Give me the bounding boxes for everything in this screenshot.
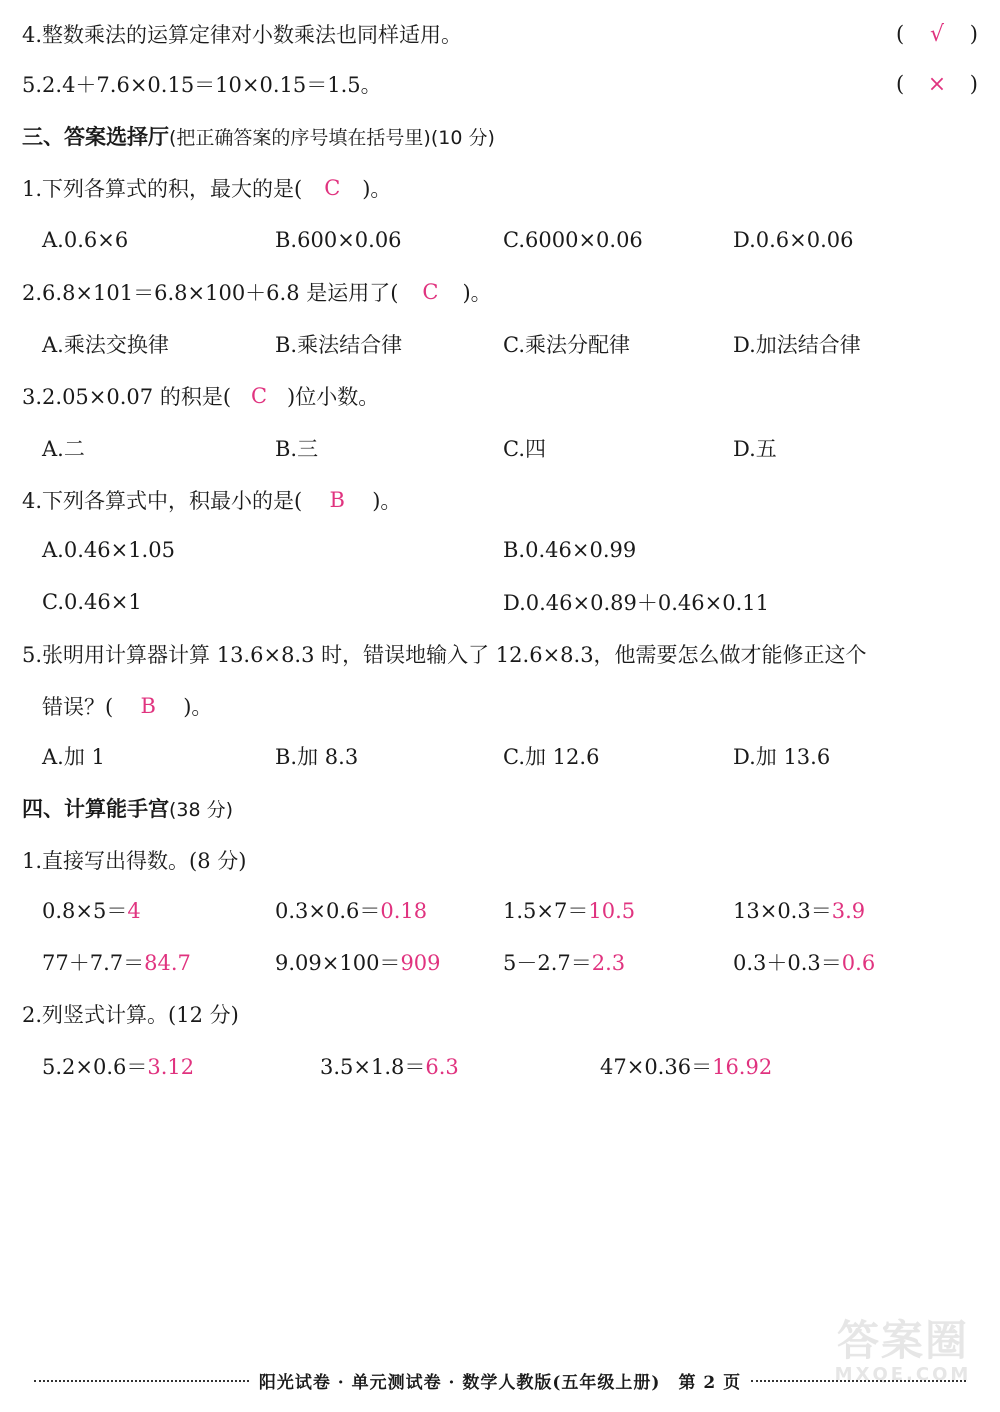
footer-dotted-rule-right (751, 1380, 966, 1382)
cross-mark-answer: × (927, 71, 947, 97)
mc-question-3: 3.2.05×0.07 的积是( C )位小数。 (22, 384, 380, 409)
footer-text: 阳光试卷 · 单元测试卷 · 数学人教版(五年级上册) 第 2 页 (258, 1372, 742, 1393)
answer-bracket: ( √ ) (896, 21, 978, 47)
option-c: C.加 12.6 (503, 745, 600, 769)
option-a: A.二 (42, 437, 85, 461)
option-c: C.乘法分配律 (503, 333, 630, 357)
mc-question-2: 2.6.8×101＝6.8×100＋6.8 是运用了( C )。 (22, 280, 492, 305)
answer-letter: B (140, 694, 156, 718)
option-b: B.乘法结合律 (275, 333, 403, 357)
mc-options-3 (22, 428, 978, 468)
mc-options-1 (22, 220, 978, 260)
option-a: A.乘法交换律 (42, 333, 169, 357)
page-footer (34, 1366, 966, 1394)
calc-question-2-title: 2.列竖式计算。(12 分) (22, 1003, 239, 1027)
oral-calc-item: 5－2.7＝2.3 (503, 951, 626, 975)
oral-calc-item: 13×0.3＝3.9 (733, 899, 866, 923)
footer-dotted-rule-left (34, 1380, 249, 1382)
option-b: B.加 8.3 (275, 745, 359, 769)
oral-calc-item: 0.8×5＝4 (42, 899, 141, 923)
oral-calc-item: 0.3×0.6＝0.18 (275, 899, 428, 923)
option-d: D.加 13.6 (733, 745, 831, 769)
answer-bracket: ( × ) (896, 71, 978, 97)
option-a: A.0.6×6 (42, 228, 129, 252)
check-mark-answer: √ (929, 21, 945, 47)
section-heading-4: 四、计算能手宫 (38 分) (22, 797, 234, 821)
mc-question-5: 5.张明用计算器计算 13.6×8.3 时，错误地输入了 12.6×8.3，他需要怎么做才能修正这个 (22, 643, 867, 667)
tf-question-4 (22, 14, 978, 54)
vertical-calc-item: 47×0.36＝16.92 (600, 1055, 773, 1079)
calc-question-1-title: 1.直接写出得数。(8 分) (22, 849, 247, 873)
oral-calc-item: 9.09×100＝909 (275, 951, 441, 975)
mc-question-4: 4.下列各算式中，积最小的是( B )。 (22, 488, 402, 513)
oral-calc-row-2 (22, 942, 978, 982)
answer-letter: C (422, 280, 439, 304)
option-d: D.五 (733, 437, 777, 461)
question-text: 5.2.4＋7.6×0.15＝10×0.15＝1.5。 (22, 73, 382, 97)
mc-question-5-cont: 错误？( B )。 (42, 694, 213, 719)
answer-letter: C (324, 176, 341, 200)
mc-question-1: 1.下列各算式的积，最大的是( C )。 (22, 176, 392, 201)
answer-letter: B (329, 488, 345, 512)
mc-options-4b (22, 582, 978, 622)
oral-calc-item: 0.3＋0.3＝0.6 (733, 951, 876, 975)
site-watermark: 答案圈 MXQE.COM (834, 1316, 972, 1385)
oral-calc-item: 77＋7.7＝84.7 (42, 951, 191, 975)
option-b: B.0.46×0.99 (503, 538, 637, 562)
option-c: C.0.46×1 (42, 590, 142, 614)
mc-options-4a (22, 530, 978, 570)
option-b: B.三 (275, 437, 319, 461)
answer-letter: C (250, 384, 268, 408)
vertical-calc-row (22, 1046, 978, 1086)
option-b: B.600×0.06 (275, 228, 402, 252)
oral-calc-row-1 (22, 890, 978, 930)
mc-options-5 (22, 736, 978, 776)
option-c: C.四 (503, 437, 546, 461)
option-d: D.加法结合律 (733, 333, 861, 357)
option-a: A.加 1 (42, 745, 105, 769)
section-heading-3: 三、答案选择厅 (把正确答案的序号填在括号里)(10 分) (22, 125, 495, 149)
tf-question-5 (22, 64, 978, 104)
vertical-calc-item: 3.5×1.8＝6.3 (320, 1055, 459, 1079)
mc-options-2 (22, 324, 978, 364)
option-a: A.0.46×1.05 (42, 538, 175, 562)
option-d: D.0.46×0.89＋0.46×0.11 (503, 591, 769, 615)
vertical-calc-item: 5.2×0.6＝3.12 (42, 1055, 195, 1079)
option-c: C.6000×0.06 (503, 228, 643, 252)
question-text: 4.整数乘法的运算定律对小数乘法也同样适用。 (22, 23, 463, 47)
option-d: D.0.6×0.06 (733, 228, 854, 252)
oral-calc-item: 1.5×7＝10.5 (503, 899, 636, 923)
